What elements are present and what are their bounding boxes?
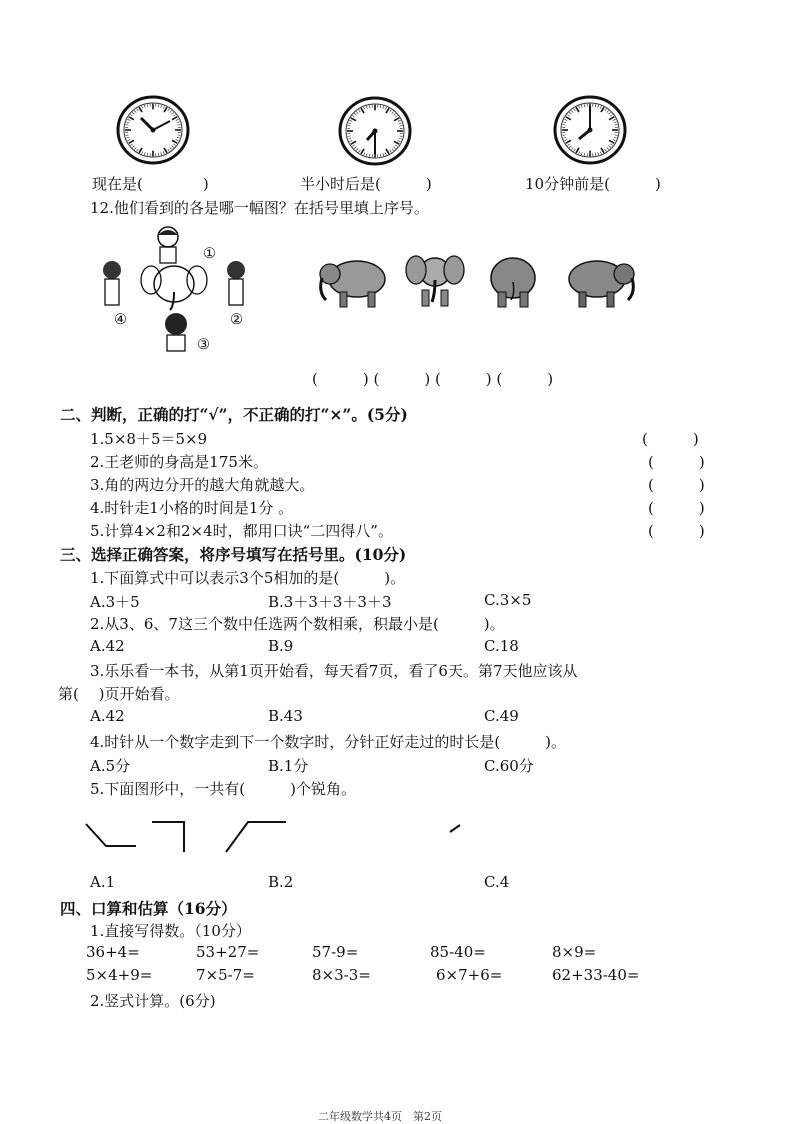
elephant-back-view	[482, 252, 544, 310]
clock-tick	[574, 149, 576, 151]
clock-tick	[359, 150, 361, 152]
clock-tick	[564, 140, 567, 141]
view-marker-3: ③	[197, 337, 210, 353]
clock-face-1	[116, 95, 190, 165]
choice-option-1a: A.3＋5	[90, 591, 140, 612]
page-footer: 二年级数学共4页 第2页	[318, 1108, 442, 1124]
clock-tick	[607, 147, 609, 149]
clock-tick	[584, 104, 585, 107]
clock-tick	[574, 109, 576, 111]
clock-tick	[139, 148, 142, 153]
clock-tick	[177, 122, 180, 123]
clock-tick	[566, 117, 571, 120]
clock-tick	[394, 141, 399, 144]
clock-label-1: 现在是( )	[92, 173, 209, 194]
clock-tick	[386, 149, 389, 154]
clock-tick	[563, 137, 566, 138]
clock-tick	[392, 111, 394, 113]
elephant-side-view-left	[312, 254, 392, 310]
clock-tick	[380, 105, 381, 108]
clock-tick	[172, 112, 174, 114]
view-marker-1: ①	[203, 246, 216, 262]
clock-tick	[351, 141, 356, 144]
clock-tick	[142, 106, 143, 109]
clock-tick	[351, 118, 356, 121]
clock-tick	[132, 146, 134, 148]
clock-face-2	[338, 96, 412, 166]
clock-tick	[581, 152, 582, 155]
clock-tick	[385, 152, 386, 155]
elephant-front-view	[404, 250, 466, 310]
clock-tick	[177, 135, 180, 136]
clock-tick	[177, 137, 180, 138]
clock-tick	[361, 108, 364, 113]
clock-tick	[571, 110, 573, 112]
clock-tick	[395, 145, 397, 147]
oral-calc-3: 57-9=	[312, 943, 358, 961]
clock-tick	[348, 136, 351, 137]
oral-calc-6: 5×4+9=	[86, 966, 152, 984]
clock-tick	[563, 135, 566, 136]
clock-tick	[385, 107, 386, 110]
clock-tick	[614, 135, 617, 136]
clock-tick	[126, 137, 129, 138]
choice-option-1c: C.3×5	[484, 591, 531, 609]
clock-tick	[613, 119, 616, 120]
clock-tick	[139, 107, 142, 112]
clock-tick	[598, 105, 599, 108]
clock-tick	[132, 112, 134, 114]
clock-tick	[142, 151, 143, 154]
choice-option-2a: A.42	[90, 637, 125, 655]
clock-tick	[567, 115, 569, 117]
clock-tick	[595, 104, 596, 107]
clock-tick	[576, 107, 579, 112]
clock-tick	[158, 153, 159, 156]
clock-tick	[366, 106, 367, 109]
clock-tick	[161, 105, 162, 108]
clock-tick	[614, 137, 617, 138]
oral-calc-5: 8×9=	[552, 943, 596, 961]
clock-tick	[609, 117, 614, 120]
oral-calc-9: 6×7+6=	[436, 966, 502, 984]
choice-option-4c: C.60分	[484, 755, 534, 776]
judge-answer-1[interactable]: ( )	[642, 428, 699, 449]
clock-tick	[163, 151, 164, 154]
clock-tick	[610, 144, 612, 146]
clock-tick	[386, 108, 389, 113]
clock-tick	[168, 149, 170, 151]
clock-tick	[356, 148, 358, 150]
choice-question-4: 4.时针从一个数字走到下一个数字时，分针正好走过的时长是( )。	[90, 731, 566, 752]
clock-tick	[398, 141, 401, 142]
oral-calc-2: 53+27=	[196, 943, 259, 961]
judge-item-3: 3.角的两边分开的越大角就越大。	[90, 474, 314, 495]
clock-tick	[129, 117, 134, 120]
clock-tick	[609, 140, 614, 143]
oral-calc-7: 7×5-7=	[196, 966, 255, 984]
clock-tick	[176, 140, 179, 141]
clock-tick	[134, 147, 136, 149]
section-2-heading: 二、判断，正确的打“√”，不正确的打“×”。(5分)	[60, 403, 408, 425]
clock-tick	[614, 122, 617, 123]
clock-tick	[584, 153, 585, 156]
clock-tick	[399, 138, 402, 139]
judge-item-1: 1.5×8＋5＝5×9	[90, 428, 207, 449]
clock-tick	[352, 145, 354, 147]
clock-tick	[567, 144, 569, 146]
clock-tick	[394, 118, 399, 121]
clock-tick	[399, 136, 402, 137]
clock-tick	[605, 109, 607, 111]
clock-tick	[161, 152, 162, 155]
choice-option-2b: B.9	[268, 637, 293, 655]
clock-tick	[172, 146, 174, 148]
clock-tick	[352, 116, 354, 118]
clock-tick	[609, 146, 611, 148]
clock-tick	[581, 105, 582, 108]
judge-answer-4[interactable]: ( )	[648, 497, 705, 518]
clock-tick	[130, 115, 132, 117]
choice-question-2: 2.从3、6、7这三个数中任选两个数相乘，积最小是( )。	[90, 613, 505, 634]
children-around-elephant-illustration	[96, 222, 266, 357]
choice-option-3b: B.43	[268, 707, 303, 725]
clock-tick	[579, 151, 580, 154]
section-3-heading: 三、选择正确答案，将序号填写在括号里。(10分)	[60, 543, 406, 565]
clock-tick	[613, 140, 616, 141]
clock-tick	[364, 107, 365, 110]
judge-answer-2[interactable]: ( )	[648, 451, 705, 472]
clock-tick	[600, 151, 601, 154]
view-marker-2: ②	[230, 312, 243, 328]
clock-tick	[359, 110, 361, 112]
clock-tick	[595, 153, 596, 156]
judge-item-5: 5.计算4×2和2×4时，都用口诀“二四得八”。	[90, 520, 393, 541]
clock-tick	[170, 110, 172, 112]
clock-tick	[147, 153, 148, 156]
elephant-side-view-right	[562, 254, 642, 310]
angle-figures	[80, 812, 480, 858]
clock-face-3	[553, 95, 627, 165]
choice-option-3c: C.49	[484, 707, 519, 725]
clock-tick	[130, 144, 132, 146]
clock-tick	[134, 110, 136, 112]
clock-label-2: 半小时后是( )	[300, 173, 432, 194]
choice-option-1b: B.3＋3＋3＋3＋3	[268, 591, 392, 612]
clock-tick	[395, 116, 397, 118]
judge-item-2: 2.王老师的身高是175米。	[90, 451, 268, 472]
clock-tick	[348, 126, 351, 127]
vertical-calc-subtitle: 2.竖式计算。(6分)	[90, 990, 216, 1011]
clock-tick	[361, 149, 364, 154]
clock-tick	[163, 106, 164, 109]
clock-tick	[127, 140, 130, 141]
clock-tick	[126, 135, 129, 136]
clock-tick	[126, 122, 129, 123]
clock-tick	[563, 125, 566, 126]
section-4-heading: 四、口算和估算（16分）	[60, 897, 237, 919]
choice-option-4a: A.5分	[90, 755, 130, 776]
clock-tick	[126, 125, 129, 126]
choice-option-2c: C.18	[484, 637, 519, 655]
choice-option-3a: A.42	[90, 707, 125, 725]
clock-tick	[137, 149, 139, 151]
clock-tick	[394, 147, 396, 149]
clock-tick	[173, 144, 175, 146]
judge-answer-5[interactable]: ( )	[648, 520, 705, 541]
clock-tick	[383, 153, 384, 156]
clock-label-3: 10分钟前是( )	[525, 173, 661, 194]
clock-tick	[601, 148, 604, 153]
clock-tick	[348, 138, 351, 139]
choice-option-4b: B.1分	[268, 755, 308, 776]
judge-item-4: 4.时针走1小格的时间是1分 。	[90, 497, 293, 518]
clock-tick	[144, 152, 145, 155]
clock-tick	[137, 109, 139, 111]
clock-tick	[600, 106, 601, 109]
clock-tick	[129, 140, 134, 143]
clock-tick	[176, 119, 179, 120]
clock-tick	[354, 147, 356, 149]
clock-tick	[610, 115, 612, 117]
clock-tick	[147, 104, 148, 107]
clock-tick	[366, 153, 367, 156]
clock-tick	[383, 106, 384, 109]
choice-question-3: 3.乐乐看一本书，从第1页开始看，每天看7页，看了6天。第7天他应该从	[90, 660, 578, 681]
clock-tick	[127, 119, 130, 120]
clock-tick	[392, 148, 394, 150]
clock-tick	[349, 141, 352, 142]
clock-tick	[390, 110, 392, 112]
clock-tick	[348, 123, 351, 124]
clock-tick	[394, 113, 396, 115]
oral-calc-10: 62+33-40=	[552, 966, 639, 984]
clock-tick	[173, 115, 175, 117]
clock-tick	[356, 111, 358, 113]
clock-tick	[601, 107, 604, 112]
clock-tick	[563, 122, 566, 123]
clock-tick	[399, 123, 402, 124]
clock-tick	[158, 104, 159, 107]
clock-minute-hand	[153, 121, 170, 130]
clock-hour-hand	[141, 118, 153, 130]
clock-tick	[576, 148, 579, 153]
clock-tick	[605, 149, 607, 151]
view-marker-4: ④	[114, 312, 127, 328]
clock-tick	[168, 109, 170, 111]
clock-tick	[598, 152, 599, 155]
clock-tick	[398, 120, 401, 121]
clock-tick	[399, 126, 402, 127]
view-answer-brackets[interactable]: ( ) ( ) ( ) ( )	[312, 368, 553, 389]
choice-question-3-cont: 第( )页开始看。	[58, 683, 179, 704]
clock-tick	[569, 146, 571, 148]
clock-tick	[566, 140, 571, 143]
question-12-title: 12.他们看到的各是哪一幅图？在括号里填上序号。	[90, 197, 429, 218]
choice-option-5b: B.2	[268, 873, 293, 891]
clock-tick	[354, 113, 356, 115]
choice-option-5a: A.1	[90, 873, 115, 891]
clock-tick	[571, 147, 573, 149]
clock-tick	[369, 105, 370, 108]
choice-option-5c: C.4	[484, 873, 509, 891]
clock-tick	[390, 150, 392, 152]
clock-tick	[614, 125, 617, 126]
clock-tick	[177, 125, 180, 126]
clock-tick	[564, 119, 567, 120]
oral-calc-subtitle: 1.直接写得数。（10分）	[90, 920, 251, 941]
clock-tick	[609, 112, 611, 114]
choice-question-1: 1.下面算式中可以表示3个5相加的是( )。	[90, 567, 405, 588]
clock-tick	[364, 152, 365, 155]
clock-tick	[607, 110, 609, 112]
clock-tick	[349, 120, 352, 121]
clock-tick	[380, 154, 381, 157]
clock-tick	[170, 147, 172, 149]
clock-tick	[369, 154, 370, 157]
clock-tick	[164, 148, 167, 153]
oral-calc-1: 36+4=	[86, 943, 140, 961]
clock-tick	[172, 140, 177, 143]
clock-tick	[569, 112, 571, 114]
clock-tick	[579, 106, 580, 109]
clock-tick	[172, 117, 177, 120]
choice-question-5: 5.下面图形中，一共有( )个锐角。	[90, 778, 356, 799]
judge-answer-3[interactable]: ( )	[648, 474, 705, 495]
oral-calc-4: 85-40=	[430, 943, 486, 961]
clock-tick	[164, 107, 167, 112]
oral-calc-8: 8×3-3=	[312, 966, 371, 984]
clock-tick	[144, 105, 145, 108]
